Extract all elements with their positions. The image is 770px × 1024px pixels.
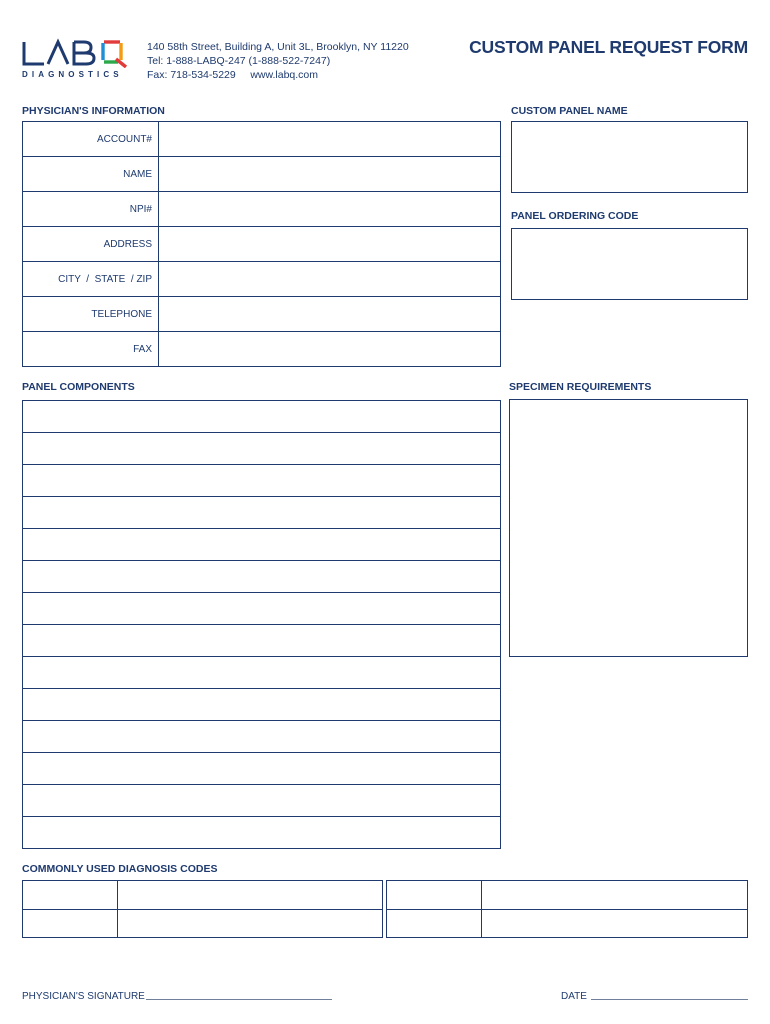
npi-label: NPI#: [23, 192, 159, 226]
date-line[interactable]: [591, 999, 748, 1000]
specimen-requirements-field[interactable]: [509, 399, 748, 657]
physician-info-table: [22, 121, 501, 367]
panel-component-row[interactable]: [23, 753, 500, 785]
panel-component-row[interactable]: [23, 465, 500, 497]
diagnosis-code-field[interactable]: [387, 881, 482, 909]
labq-logo-mark: [22, 38, 134, 68]
panel-component-row[interactable]: [23, 785, 500, 817]
panel-components-heading: PANEL COMPONENTS: [22, 381, 135, 393]
address-field[interactable]: [159, 227, 500, 261]
logo-subtitle: DIAGNOSTICS: [22, 70, 123, 79]
telephone-field[interactable]: [159, 297, 500, 331]
physician-row-account: [23, 122, 500, 157]
panel-component-row[interactable]: [23, 817, 500, 848]
specimen-requirements-heading: SPECIMEN REQUIREMENTS: [509, 381, 652, 393]
diagnosis-code-field[interactable]: [23, 910, 118, 937]
city-state-zip-field[interactable]: [159, 262, 500, 296]
physician-info-heading: PHYSICIAN'S INFORMATION: [22, 105, 165, 117]
fax-label: FAX: [23, 332, 159, 366]
account-field[interactable]: [159, 122, 500, 156]
panel-ordering-code-heading: PANEL ORDERING CODE: [511, 210, 639, 222]
panel-component-row[interactable]: [23, 529, 500, 561]
diagnosis-row: [387, 881, 747, 909]
panel-component-row[interactable]: [23, 657, 500, 689]
npi-field[interactable]: [159, 192, 500, 226]
diagnosis-codes-table-right: [386, 880, 748, 938]
panel-component-row[interactable]: [23, 561, 500, 593]
panel-component-row[interactable]: [23, 625, 500, 657]
labq-logo: [22, 38, 134, 82]
custom-panel-name-field[interactable]: [511, 121, 748, 193]
name-field[interactable]: [159, 157, 500, 191]
physician-row-name: [23, 157, 500, 192]
panel-component-row[interactable]: [23, 401, 500, 433]
diagnosis-description-field[interactable]: [118, 881, 382, 909]
fax-field[interactable]: [159, 332, 500, 366]
city-state-zip-label: CITY / STATE / ZIP: [23, 262, 159, 296]
diagnosis-row: [387, 909, 747, 937]
panel-component-row[interactable]: [23, 593, 500, 625]
contact-fax-web: Fax: 718-534-5229 www.labq.com: [147, 69, 319, 81]
panel-component-row[interactable]: [23, 433, 500, 465]
physician-signature-label: PHYSICIAN'S SIGNATURE: [22, 991, 145, 1002]
panel-component-row[interactable]: [23, 497, 500, 529]
diagnosis-row: [23, 909, 382, 937]
custom-panel-name-heading: CUSTOM PANEL NAME: [511, 105, 628, 117]
telephone-label: TELEPHONE: [23, 297, 159, 331]
contact-phone: Tel: 1-888-LABQ-247 (1-888-522-7247): [147, 55, 331, 67]
physician-signature-line[interactable]: [146, 999, 332, 1000]
physician-row-address: [23, 227, 500, 262]
diagnosis-row: [23, 881, 382, 909]
diagnosis-description-field[interactable]: [482, 881, 747, 909]
physician-row-npi: [23, 192, 500, 227]
diagnosis-code-field[interactable]: [23, 881, 118, 909]
panel-component-row[interactable]: [23, 689, 500, 721]
panel-component-row[interactable]: [23, 721, 500, 753]
contact-address: 140 58th Street, Building A, Unit 3L, Brooklyn, NY 11220: [147, 41, 409, 53]
diagnosis-codes-heading: COMMONLY USED DIAGNOSIS CODES: [22, 863, 218, 875]
form-title: CUSTOM PANEL REQUEST FORM: [469, 37, 748, 57]
physician-row-telephone: [23, 297, 500, 332]
physician-row-city-state-zip: [23, 262, 500, 297]
address-label: ADDRESS: [23, 227, 159, 261]
name-label: NAME: [23, 157, 159, 191]
account-label: ACCOUNT#: [23, 122, 159, 156]
diagnosis-description-field[interactable]: [482, 910, 747, 937]
physician-row-fax: [23, 332, 500, 366]
diagnosis-codes-table-left: [22, 880, 383, 938]
diagnosis-description-field[interactable]: [118, 910, 382, 937]
panel-ordering-code-field[interactable]: [511, 228, 748, 300]
date-label: DATE: [561, 991, 587, 1002]
diagnosis-code-field[interactable]: [387, 910, 482, 937]
panel-components-table: [22, 400, 501, 849]
contact-info: [147, 40, 409, 82]
